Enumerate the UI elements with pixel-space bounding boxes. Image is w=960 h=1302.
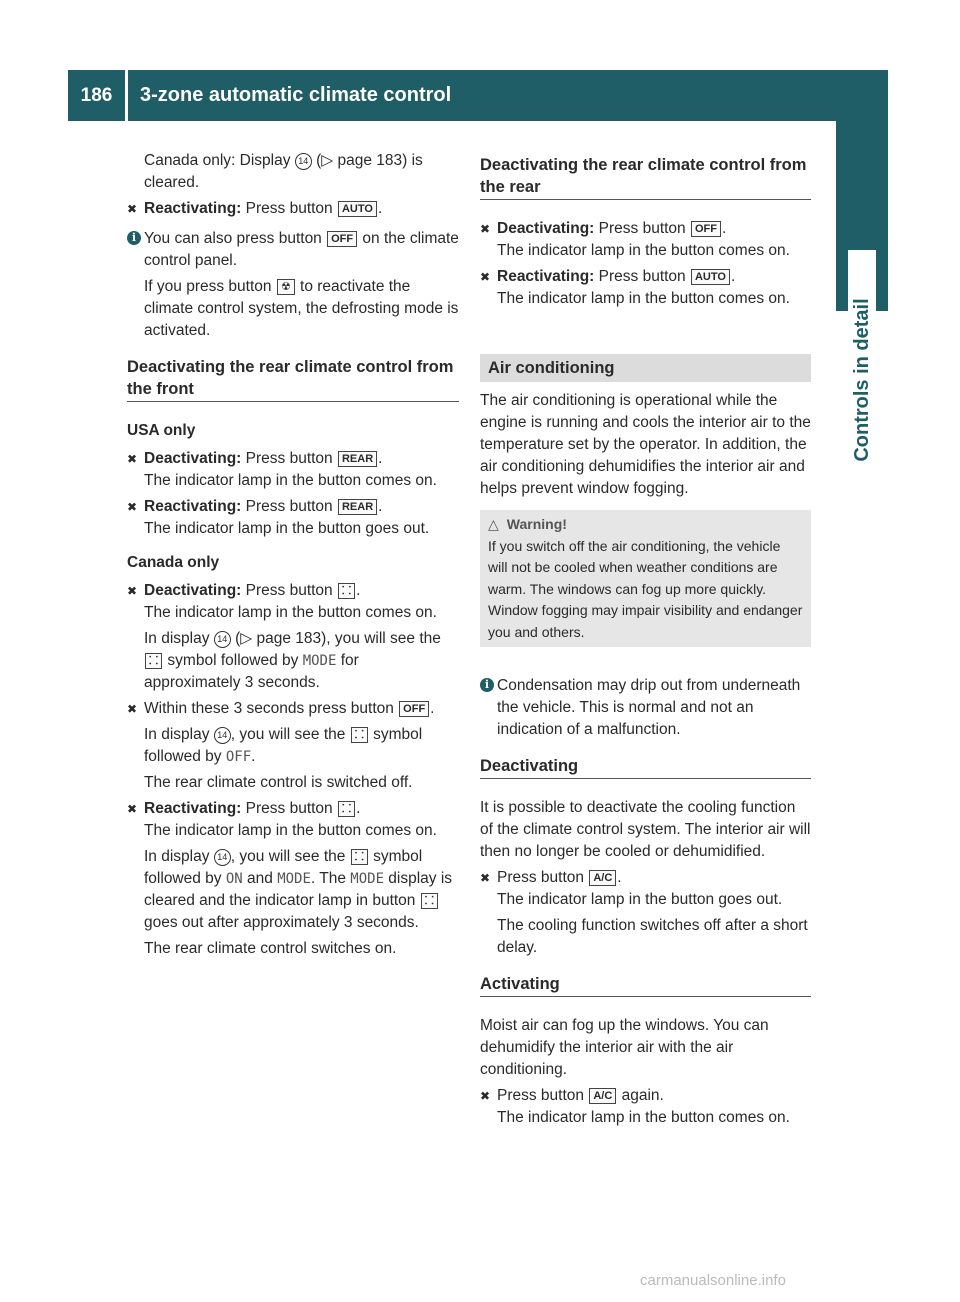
text: symbol followed by — [144, 848, 423, 887]
text: symbol followed by — [163, 652, 303, 669]
arrow-icon: ✖ — [480, 871, 491, 885]
rear-climate-symbol-icon: ⸬ — [145, 653, 162, 669]
step-label: Deactivating: — [497, 220, 595, 237]
left-column — [127, 150, 459, 964]
rear-off-button-icon: REAR — [338, 451, 377, 467]
text: on the climate control panel. — [144, 230, 459, 269]
canada-react-display-text — [127, 846, 459, 934]
chapter-title: 3-zone automatic climate control — [140, 84, 452, 106]
text: The indicator lamp in the button comes on. — [497, 290, 790, 307]
rear-climate-symbol-icon: ⸬ — [351, 849, 368, 865]
text: display is cleared and the indicator lamp in button — [144, 870, 453, 909]
step-press-ac-again — [480, 1085, 811, 1129]
text: Within these 3 seconds press button — [144, 700, 399, 717]
text: . The — [310, 870, 351, 887]
step-reactivating: ✖ Reactivating: Press button AUTO . — [127, 198, 459, 220]
watermark: carmanualsonline.info — [640, 1272, 786, 1289]
warning-triangle-icon: △ — [488, 516, 499, 532]
text: Canada only: Display — [144, 152, 295, 169]
text: If you press button — [144, 278, 276, 295]
heading-rear: Deactivating the rear climate control from the rear — [480, 154, 811, 200]
step-label: Reactivating: — [144, 200, 242, 217]
text: and — [242, 870, 278, 887]
text: Press button — [241, 200, 337, 217]
off-button-icon: OFF — [691, 221, 721, 237]
heading-activating: Activating — [480, 973, 811, 997]
step-within-seconds: ✖ Within these 3 seconds press button OFF . — [127, 698, 459, 720]
switched-off-text: The rear climate control is switched off. — [144, 774, 413, 791]
text: symbol followed by — [144, 726, 423, 765]
cooling-off-text: The cooling function switches off after a short delay. — [497, 917, 808, 956]
canada-display-note — [127, 150, 459, 194]
step-label: Reactivating: — [144, 498, 242, 515]
arrow-icon: ✖ — [127, 202, 138, 216]
text: Warning! — [506, 516, 567, 532]
mode-text: MODE — [302, 653, 337, 669]
info-icon: i — [127, 231, 141, 245]
canada-only-label: Canada only — [127, 554, 220, 571]
text: (▷ page 183) is cleared. — [144, 152, 423, 191]
step-label: Deactivating: — [144, 450, 242, 467]
right-column — [480, 150, 811, 1133]
arrow-icon: ✖ — [127, 802, 138, 816]
text: goes out after approximately 3 seconds. — [144, 914, 419, 931]
step-rear-deactivating: ✖ Deactivating: Press button OFF . The indicator lamp in the button comes on. — [480, 220, 790, 259]
text: The indicator lamp in the button comes on. — [144, 822, 437, 839]
display-ref-icon: 14 — [214, 849, 231, 866]
display-ref-icon: 14 — [214, 631, 231, 648]
text: The indicator lamp in the button goes out. — [497, 891, 783, 908]
heading-deactivating: Deactivating — [480, 755, 811, 779]
text: The indicator lamp in the button comes on. — [497, 242, 790, 259]
rear-climate-button-icon: ⸬ — [421, 893, 438, 909]
text: Press button — [594, 268, 690, 285]
warning-title — [488, 514, 803, 536]
auto-button-icon: AUTO — [691, 269, 730, 285]
rear-off-button-icon: REAR — [338, 499, 377, 515]
step-press-ac: ✖ Press button A/C . The indicator lamp in the button goes out. — [480, 869, 783, 908]
deactivating-intro: It is possible to deactivate the cooling function of the climate control system. The interior air will then no longer be cooled or dehumidified. — [480, 799, 811, 860]
display-ref-icon: 14 — [295, 153, 312, 170]
text: , you will see the — [230, 848, 350, 865]
canada-display-text — [127, 628, 459, 694]
air-conditioning-banner: Air conditioning — [480, 354, 811, 382]
text: again. — [617, 1087, 664, 1104]
text: In display — [144, 726, 214, 743]
info-icon: i — [480, 678, 494, 692]
text: Press button — [497, 1087, 589, 1104]
ac-button-icon: A/C — [589, 870, 616, 886]
arrow-icon: ✖ — [480, 270, 491, 284]
display-ref-icon: 14 — [214, 727, 231, 744]
off-text: OFF — [225, 749, 252, 765]
arrow-icon: ✖ — [480, 222, 491, 236]
on-text: ON — [225, 871, 243, 887]
text: In display — [144, 630, 214, 647]
text: Press button — [241, 450, 337, 467]
side-tab-label-box — [836, 250, 888, 510]
page-number: 186 — [80, 85, 113, 106]
text: The indicator lamp in the button comes on. — [144, 604, 437, 621]
text: (▷ page 183), you will see the — [230, 630, 441, 647]
text: Press button — [241, 582, 337, 599]
text: Press button — [241, 498, 337, 515]
arrow-icon: ✖ — [127, 500, 138, 514]
step-label: Reactivating: — [144, 800, 242, 817]
text: The indicator lamp in the button comes on. — [497, 1109, 790, 1126]
step-canada-deactivating: ✖ Deactivating: Press button ⸬ . The indicator lamp in the button comes on. — [127, 582, 437, 621]
text: Press button — [594, 220, 690, 237]
ac-intro: The air conditioning is operational while the engine is running and cools the interior air to the temperature set by the operator. In addition, the air conditioning dehumidifies the interior air and helps prevent window fogging. — [480, 392, 811, 497]
heading-front: Deactivating the rear climate control from the front — [127, 356, 459, 402]
step-usa-reactivating: ✖ Reactivating: Press button REAR . The indicator lamp in the button goes out. — [127, 498, 430, 537]
warning-box — [480, 510, 811, 647]
step-usa-deactivating: ✖ Deactivating: Press button REAR . The indicator lamp in the button comes on. — [127, 450, 437, 489]
activating-intro: Moist air can fog up the windows. You can dehumidify the interior air with the air conditioning. — [480, 1017, 769, 1078]
off-button-icon: OFF — [399, 701, 429, 717]
ac-button-icon: A/C — [589, 1088, 616, 1104]
info-text: Condensation may drip out from underneath the vehicle. This is normal and not an indication of a malfunction. — [497, 677, 801, 738]
text: You can also press button — [144, 230, 327, 247]
mode-text: MODE — [277, 871, 311, 887]
text: to reactivate the climate control system, the defrosting mode is activated. — [144, 278, 459, 339]
rear-climate-button-icon: ⸬ — [338, 583, 355, 599]
text: for approximately 3 seconds. — [144, 652, 359, 691]
auto-button-icon: AUTO — [338, 201, 377, 217]
info-text — [144, 228, 459, 272]
step-label: Reactivating: — [497, 268, 595, 285]
text: Press button — [497, 869, 589, 886]
rear-climate-button-icon: ⸬ — [338, 801, 355, 817]
text: The indicator lamp in the button comes on. — [144, 472, 437, 489]
text: Press button — [241, 800, 337, 817]
info-condensation — [480, 675, 811, 741]
usa-only-label: USA only — [127, 422, 196, 439]
info-text-2 — [144, 276, 459, 342]
header-divider — [125, 70, 128, 121]
arrow-icon: ✖ — [127, 452, 138, 466]
rear-climate-symbol-icon: ⸬ — [351, 727, 368, 743]
side-tab-label: Controls in detail — [848, 250, 876, 510]
defrost-button-icon: ☢ — [277, 279, 295, 295]
step-rear-reactivating: ✖ Reactivating: Press button AUTO . The indicator lamp in the button comes on. — [480, 268, 790, 307]
arrow-icon: ✖ — [480, 1089, 491, 1103]
arrow-icon: ✖ — [127, 702, 138, 716]
text: In display — [144, 848, 214, 865]
text: , you will see the — [230, 726, 350, 743]
step-label: Deactivating: — [144, 582, 242, 599]
warning-text: If you switch off the air conditioning, the vehicle will not be cooled when weather conditions are warm. The windows can fog up more quickly. Window fogging may impair visibility and endanger you and others. — [488, 537, 803, 640]
text: The indicator lamp in the button goes out. — [144, 520, 430, 537]
switches-on-text: The rear climate control switches on. — [144, 940, 397, 957]
mode-text: MODE — [350, 871, 384, 887]
step-canada-reactivating: ✖ Reactivating: Press button ⸬ . The indicator lamp in the button comes on. — [127, 800, 437, 839]
arrow-icon: ✖ — [127, 584, 138, 598]
info-note — [127, 228, 459, 342]
off-button-icon: OFF — [327, 231, 357, 247]
within-display-text: In display 14 , you will see the ⸬ symbol followed by OFF. — [144, 726, 423, 765]
